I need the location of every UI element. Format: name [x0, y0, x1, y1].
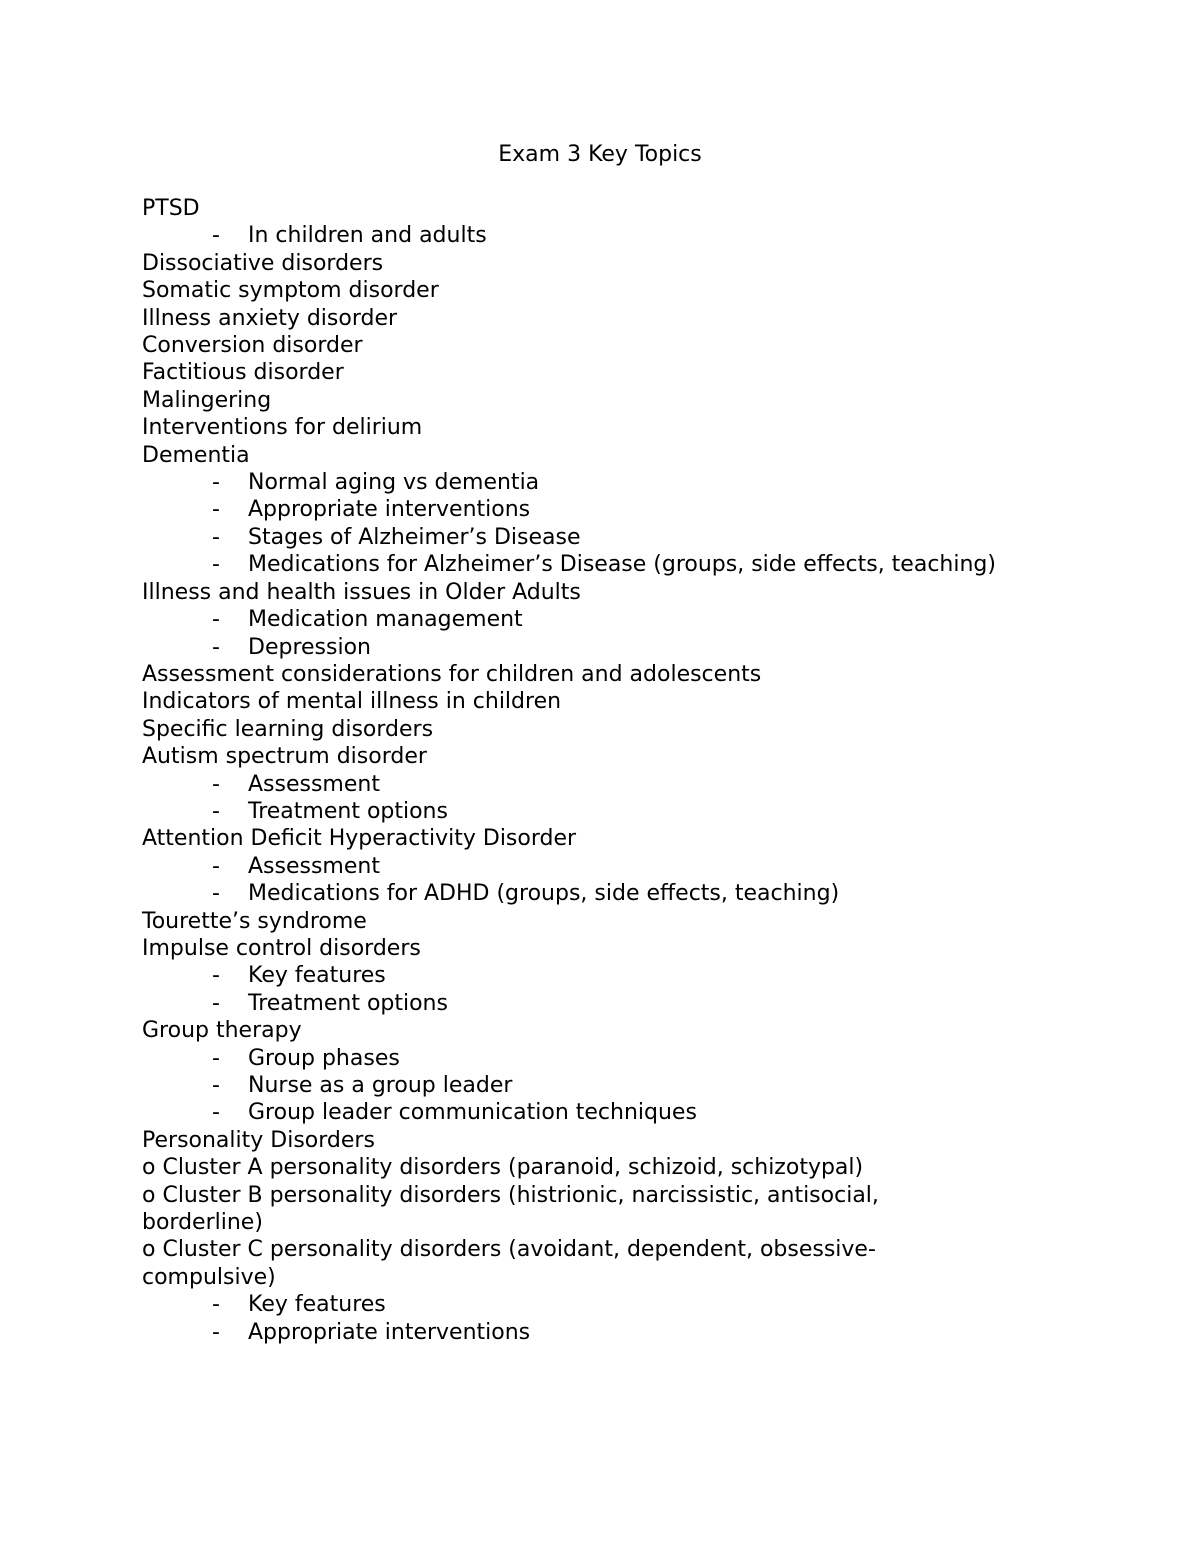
topic-text: Depression [248, 634, 371, 660]
topic-text: Malingering [142, 387, 272, 413]
topic-text: Assessment [248, 771, 380, 797]
topic-item [142, 825, 1102, 852]
topic-item [142, 277, 1102, 304]
bullet-dash: - [212, 552, 220, 578]
topic-text: Appropriate interventions [248, 497, 531, 523]
topic-text: Dementia [142, 442, 250, 468]
topic-text: o Cluster B personality disorders (histrionic, narcissistic, antisocial, [142, 1182, 879, 1208]
topic-item [142, 359, 1102, 386]
topic-item [142, 442, 1102, 469]
bullet-dash: - [212, 634, 220, 660]
topic-item [142, 716, 1102, 743]
bullet-dash: - [212, 470, 220, 496]
topic-item [142, 1182, 1102, 1209]
topic-text: compulsive) [142, 1264, 276, 1290]
subtopic-item [142, 1045, 1102, 1072]
subtopic-item [142, 524, 1102, 551]
topic-text: borderline) [142, 1210, 263, 1236]
topic-text: Key features [248, 1292, 386, 1318]
topic-text: Assessment considerations for children and adolescents [142, 661, 762, 687]
topic-item [142, 1236, 1102, 1263]
subtopic-item [142, 634, 1102, 661]
topic-text: PTSD [142, 196, 200, 221]
topic-text: Assessment [248, 853, 380, 879]
topic-text: Tourette’s syndrome [142, 908, 367, 934]
topic-text: Factitious disorder [142, 360, 344, 386]
topic-item [142, 414, 1102, 441]
topic-text: Illness and health issues in Older Adults [142, 579, 581, 605]
topic-text: Nurse as a group leader [248, 1073, 513, 1098]
topic-text: Personality Disorders [142, 1127, 375, 1153]
topic-item [142, 195, 1102, 222]
topic-list [142, 195, 1102, 1346]
topic-text: Stages of Alzheimer’s Disease [248, 524, 581, 550]
subtopic-item [142, 1319, 1102, 1346]
topic-text: Somatic symptom disorder [142, 278, 439, 304]
topic-text: Illness anxiety disorder [142, 305, 398, 331]
topic-item [142, 1209, 1102, 1236]
subtopic-item [142, 853, 1102, 880]
topic-text: Impulse control disorders [142, 935, 421, 961]
subtopic-item [142, 771, 1102, 798]
topic-text: Group phases [248, 1045, 400, 1071]
subtopic-item [142, 880, 1102, 907]
topic-text: Indicators of mental illness in children [142, 689, 562, 715]
topic-item [142, 387, 1102, 414]
bullet-dash: - [212, 990, 220, 1016]
bullet-dash: - [212, 223, 220, 249]
topic-text: Conversion disorder [142, 333, 363, 359]
topic-item [142, 908, 1102, 935]
subtopic-item [142, 469, 1102, 496]
topic-item [142, 1127, 1102, 1154]
topic-item [142, 305, 1102, 332]
topic-text: o Cluster A personality disorders (paranoid, schizoid, schizotypal) [142, 1155, 864, 1181]
topic-item [142, 579, 1102, 606]
topic-item [142, 1264, 1102, 1291]
subtopic-item [142, 496, 1102, 523]
topic-item [142, 1154, 1102, 1181]
topic-item [142, 688, 1102, 715]
topic-text: Treatment options [248, 798, 448, 824]
topic-text: Group leader communication techniques [248, 1100, 697, 1126]
topic-text: o Cluster C personality disorders (avoidant, dependent, obsessive- [142, 1237, 876, 1263]
bullet-dash: - [212, 881, 220, 907]
subtopic-item [142, 798, 1102, 825]
bullet-dash: - [212, 963, 220, 989]
subtopic-item [142, 222, 1102, 249]
topic-text: Attention Deficit Hyperactivity Disorder [142, 826, 577, 852]
topic-text: Interventions for delirium [142, 415, 423, 441]
subtopic-item [142, 962, 1102, 989]
subtopic-item [142, 551, 1102, 578]
bullet-dash: - [212, 798, 220, 824]
bullet-dash: - [212, 497, 220, 523]
topic-text: Key features [248, 963, 386, 989]
bullet-dash: - [212, 1100, 220, 1126]
topic-text: Medication management [248, 607, 523, 633]
bullet-dash: - [212, 1292, 220, 1318]
topic-text: Autism spectrum disorder [142, 744, 427, 770]
topic-item [142, 743, 1102, 770]
document-title: Exam 3 Key Topics [498, 142, 702, 167]
bullet-dash: - [212, 1073, 220, 1098]
topic-item [142, 661, 1102, 688]
subtopic-item [142, 1291, 1102, 1318]
bullet-dash: - [212, 524, 220, 550]
topic-text: Medications for Alzheimer’s Disease (groups, side effects, teaching) [248, 552, 996, 578]
subtopic-item [142, 606, 1102, 633]
topic-text: Specific learning disorders [142, 716, 434, 742]
bullet-dash: - [212, 1319, 220, 1345]
bullet-dash: - [212, 607, 220, 633]
subtopic-item [142, 1099, 1102, 1126]
topic-text: Appropriate interventions [248, 1319, 531, 1345]
topic-text: Group therapy [142, 1018, 302, 1044]
topic-item [142, 1017, 1102, 1044]
subtopic-item [142, 1072, 1102, 1099]
topic-text: Medications for ADHD (groups, side effects, teaching) [248, 881, 840, 907]
topic-item [142, 332, 1102, 359]
topic-item [142, 935, 1102, 962]
topic-text: Dissociative disorders [142, 250, 384, 276]
topic-item [142, 250, 1102, 277]
bullet-dash: - [212, 771, 220, 797]
bullet-dash: - [212, 853, 220, 879]
bullet-dash: - [212, 1045, 220, 1071]
topic-text: Treatment options [248, 990, 448, 1016]
topic-text: In children and adults [248, 223, 487, 249]
subtopic-item [142, 990, 1102, 1017]
topic-text: Normal aging vs dementia [248, 470, 540, 496]
